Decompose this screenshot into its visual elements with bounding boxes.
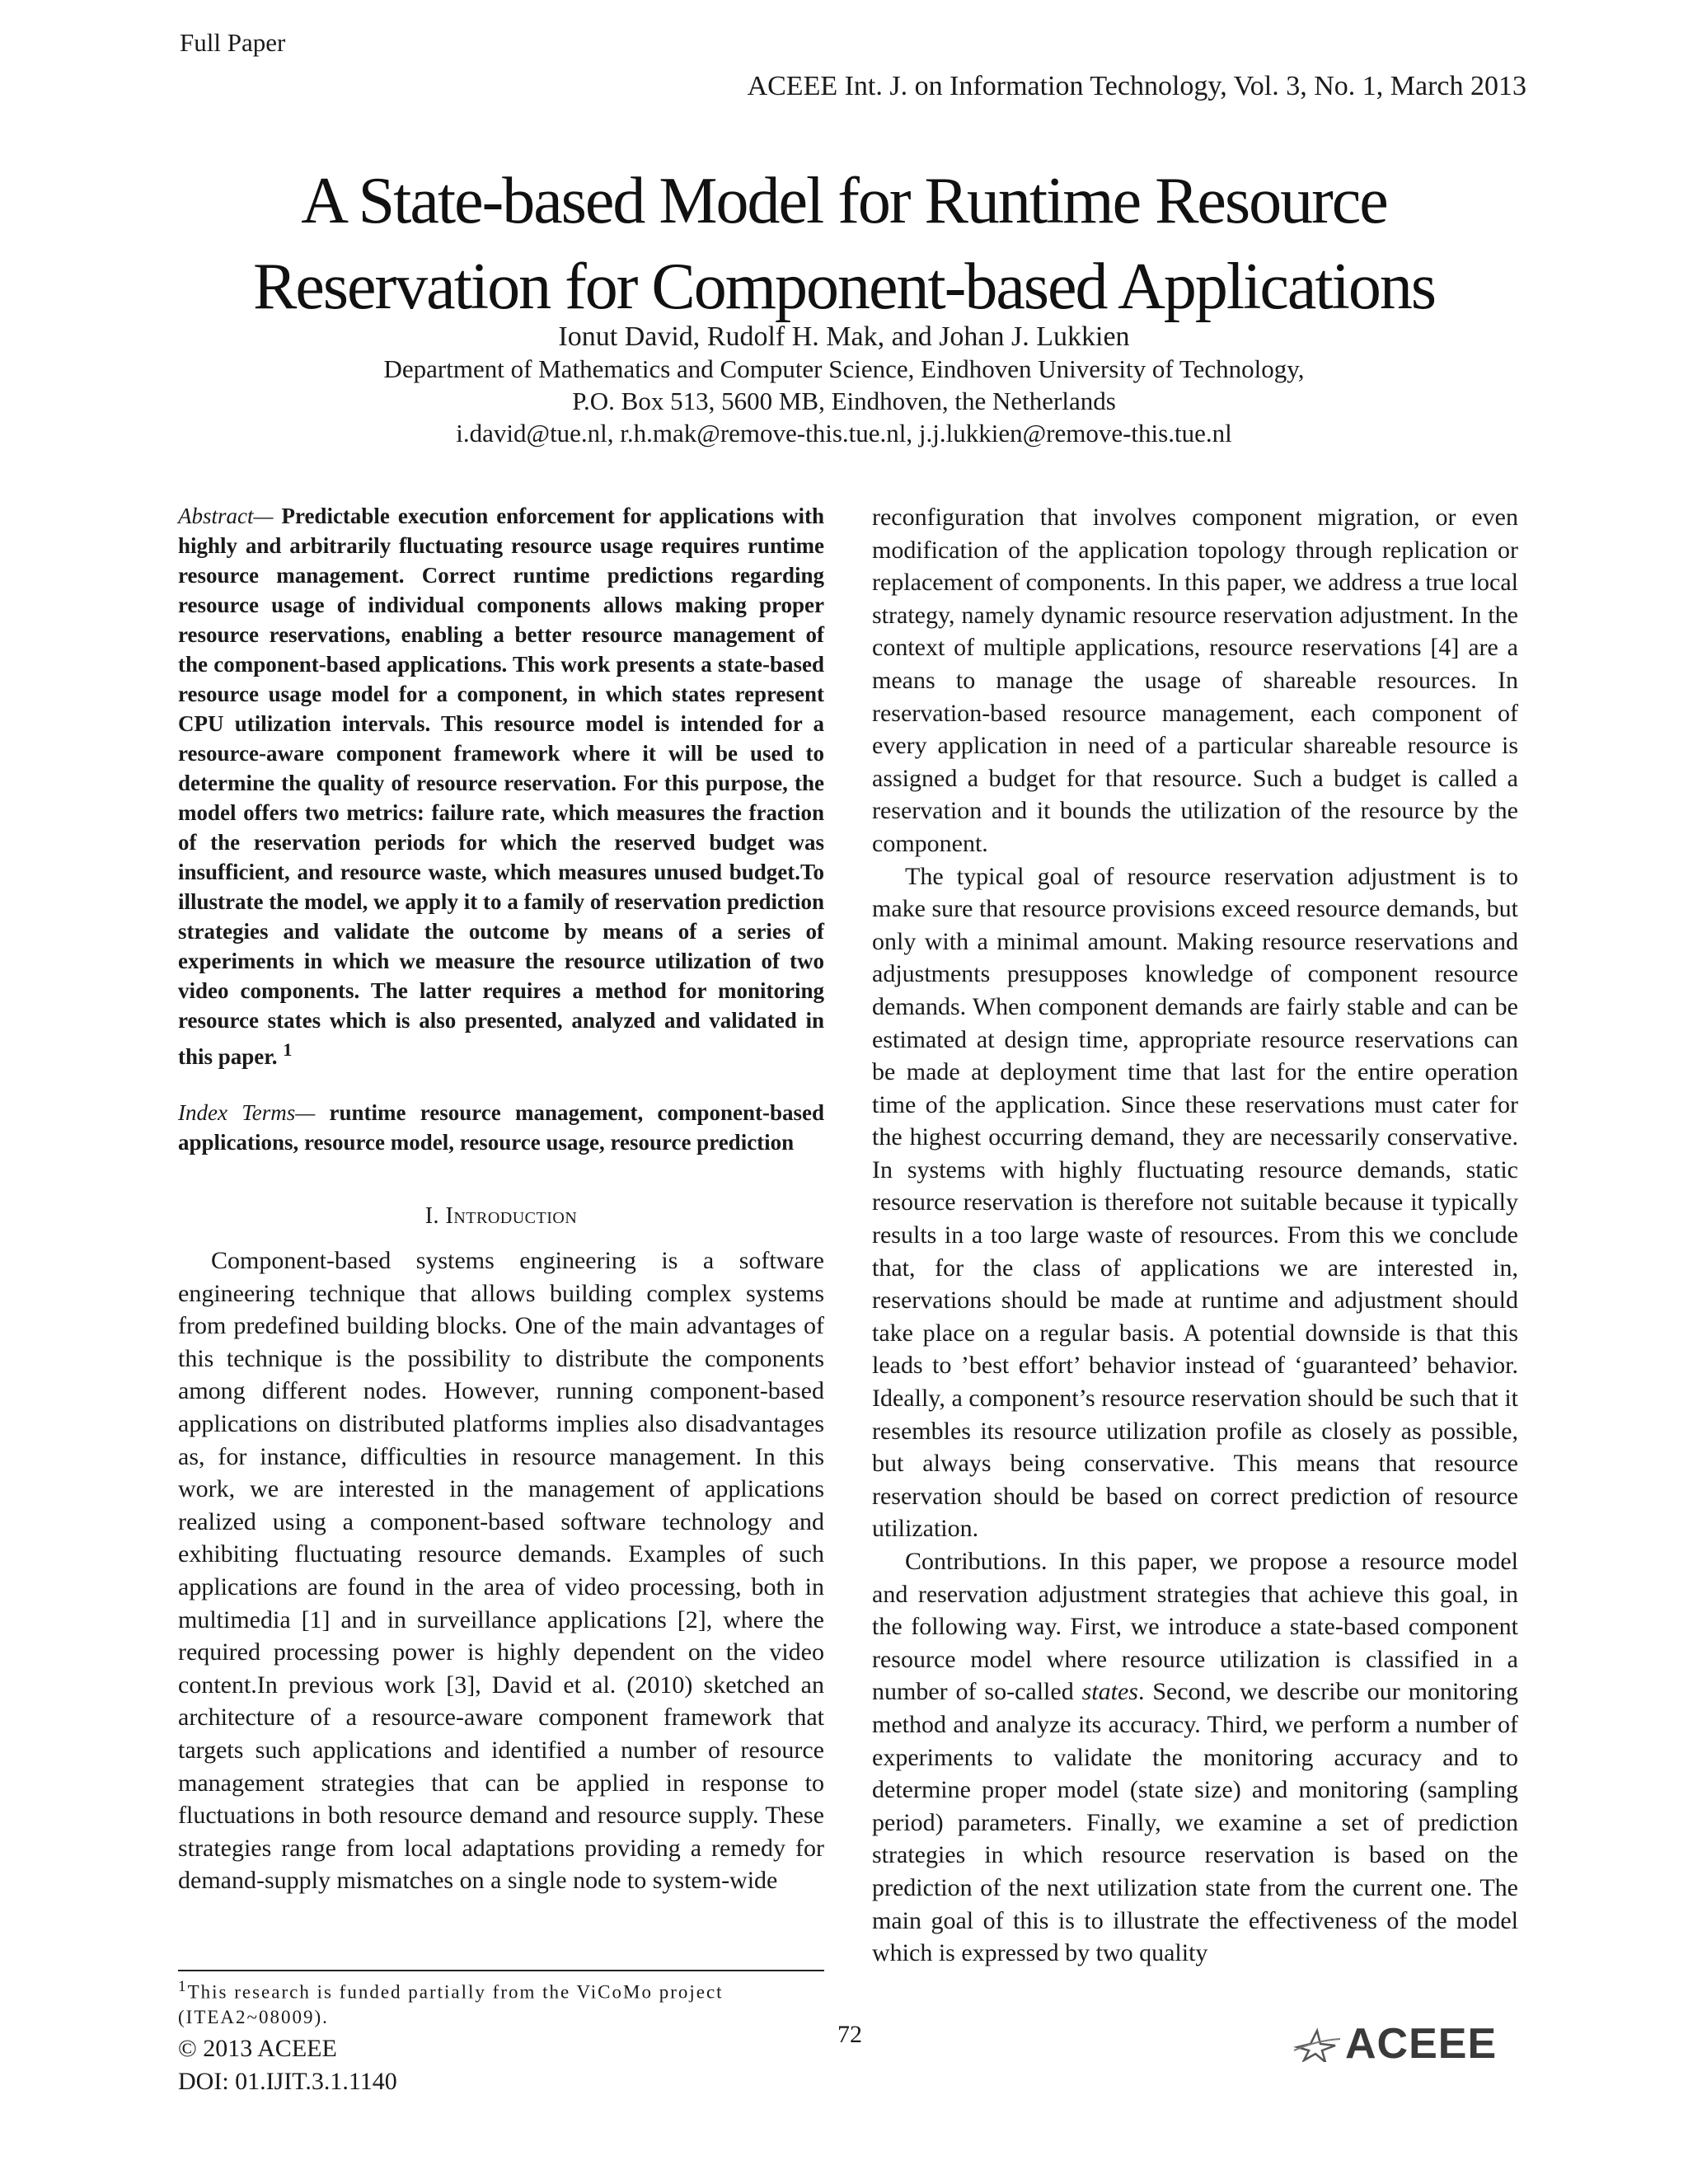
index-terms-text: runtime resource management, component-based applications, resource model, resource usage, resource prediction bbox=[178, 1100, 824, 1155]
abstract bbox=[178, 501, 824, 1071]
paragraph: Component-based systems engineering is a software engineering technique that allows building complex systems from predefined building blocks. One of the main advantages of this technique is the possibility to distribute the components among different nodes. However, running component-based applications on distributed platforms implies also disadvantages as, for instance, difficulties in resource management. In this work, we are interested in the management of applications realized using a component-based software technology and exhibiting fluctuating resource demands. Examples of such applications are found in the area of video processing, both in multimedia [1] and in surveillance applications [2], where the required processing power is highly dependent on the video content.In previous work [3], David et al. (2010) sketched an architecture of a resource-aware component framework that targets such applications and identified a number of resource management strategies that can be applied in response to fluctuations in both resource demand and resource supply. These strategies range from local adaptations providing a remedy for demand-supply mismatches on a single node to system-wide bbox=[178, 1247, 824, 1895]
copyright-notice: © 2013 ACEEE bbox=[178, 2035, 337, 2062]
running-label: Full Paper bbox=[180, 28, 286, 57]
paper-title bbox=[0, 158, 1688, 330]
right-column bbox=[872, 501, 1518, 1970]
title-line-2: Reservation for Component-based Applications bbox=[253, 251, 1435, 323]
author-list: Ionut David, Rudolf H. Mak, and Johan J. Lukkien bbox=[558, 321, 1130, 352]
left-column bbox=[178, 501, 824, 1897]
footnote-mark: 1 bbox=[178, 1978, 188, 1995]
star-swoosh-icon bbox=[1292, 2026, 1342, 2062]
affiliation bbox=[0, 353, 1688, 449]
section-title: Introduction bbox=[445, 1203, 578, 1229]
page-number: 72 bbox=[837, 2021, 862, 2048]
footnote-rule bbox=[178, 1970, 824, 1971]
abstract-text: Predictable execution enforcement for applications with highly and arbitrarily fluctuating resource usage requires runtime resource management. Correct runtime predictions regarding resource usage of individual components allows making proper resource reservations, enabling a better resource management of the component-based applications. This work presents a state-based resource usage model for a component, in which states represent CPU utilization intervals. This resource model is intended for a resource-aware component framework where it will be used to determine the quality of resource reservation. For this purpose, the model offers two metrics: failure rate, which measures the fraction of the reservation periods for which the reserved budget was insufficient, and resource waste, which measures unused budget.To illustrate the model, we apply it to a family of reservation prediction strategies and validate the outcome by means of a series of experiments in which we measure the resource utilization of two video components. The latter requires a method for monitoring resource states which is also presented, analyzed and validated in this paper. bbox=[178, 504, 824, 1069]
affiliation-line-2: P.O. Box 513, 5600 MB, Eindhoven, the Netherlands bbox=[572, 387, 1116, 415]
journal-citation: ACEEE Int. J. on Information Technology, Vol. 3, No. 1, March 2013 bbox=[747, 71, 1526, 101]
logo-text: ACEEE bbox=[1345, 2020, 1498, 2068]
footnote bbox=[178, 1975, 824, 2030]
doi: DOI: 01.IJIT.3.1.1140 bbox=[178, 2068, 397, 2095]
paragraph: reconfiguration that involves component migration, or even modification of the application topology through replication or replacement of components. In this paper, we address a true local strategy, namely dynamic resource reservation adjustment. In the context of multiple applications, resource reservations [4] are a means to manage the usage of shareable resources. In reservation-based resource management, each component of every application in need of a particular shareable resource is assigned a budget for that resource. Such a budget is called a reservation and it bounds the utilization of the resource by the component. bbox=[872, 504, 1518, 857]
paragraph-contributions bbox=[872, 1545, 1518, 1970]
abstract-footnote-mark: 1 bbox=[283, 1039, 293, 1060]
index-terms-label: Index Terms— bbox=[178, 1100, 316, 1125]
footnote-text: This research is funded partially from the ViCoMo project (ITEA2~08009). bbox=[178, 1981, 724, 2027]
section-number: I. bbox=[424, 1203, 440, 1229]
affiliation-line-1: Department of Mathematics and Computer Science, Eindhoven University of Technology, bbox=[383, 354, 1305, 383]
title-line-1: A State-based Model for Runtime Resource bbox=[301, 165, 1387, 237]
aceee-logo bbox=[1292, 2020, 1498, 2068]
index-terms bbox=[178, 1098, 824, 1157]
emphasis: states bbox=[1081, 1678, 1138, 1706]
paragraph: The typical goal of resource reservation adjustment is to make sure that resource provisions exceed resource demands, but only with a minimal amount. Making resource reservations and adjustments presupposes knowledge of component resource demands. When component demands are fairly stable and can be estimated at design time, appropriate resource reservations can be made at deployment time that last for the entire operation time of the application. Since these reservations must cater for the highest occurring demand, they are necessarily conservative. In systems with highly fluctuating resource demands, static resource reservation is therefore not suitable because it typically results in a too large waste of resources. From this we conclude that, for the class of applications we are interested in, reservations should be made at runtime and adjustment should take place on a regular basis. A potential downside is that this leads to ’best effort’ behavior instead of ‘guaranteed’ behavior. Ideally, a component’s resource reservation should be such that it resembles its resource utilization profile as closely as possible, but always being conservative. This means that resource reservation should be based on correct prediction of resource utilization. bbox=[872, 862, 1518, 1543]
section-heading-introduction bbox=[178, 1203, 824, 1230]
author-emails: i.david@tue.nl, r.h.mak@remove-this.tue.nl, j.j.lukkien@remove-this.tue.nl bbox=[456, 419, 1232, 448]
copyright-block bbox=[178, 2032, 397, 2098]
text-run: . Second, we describe our monitoring method and analyze its accuracy. Third, we perform a number of experiments to validate the monitoring accuracy and to determine proper model (state size) and monitoring (sampling period) parameters. Finally, we examine a set of prediction strategies in which resource reservation is based on the prediction of the next utilization state from the current one. The main goal of this is to illustrate the effectiveness of the model which is expressed by two quality bbox=[872, 1678, 1518, 1967]
abstract-label: Abstract— bbox=[178, 504, 274, 528]
text-run: Contributions. In this paper, we propose a resource model and reservation adjustment strategies that achieve this goal, in the following way. First, we introduce a state-based component resource model where resource utilization is classified in a number of so-called bbox=[872, 1548, 1518, 1706]
